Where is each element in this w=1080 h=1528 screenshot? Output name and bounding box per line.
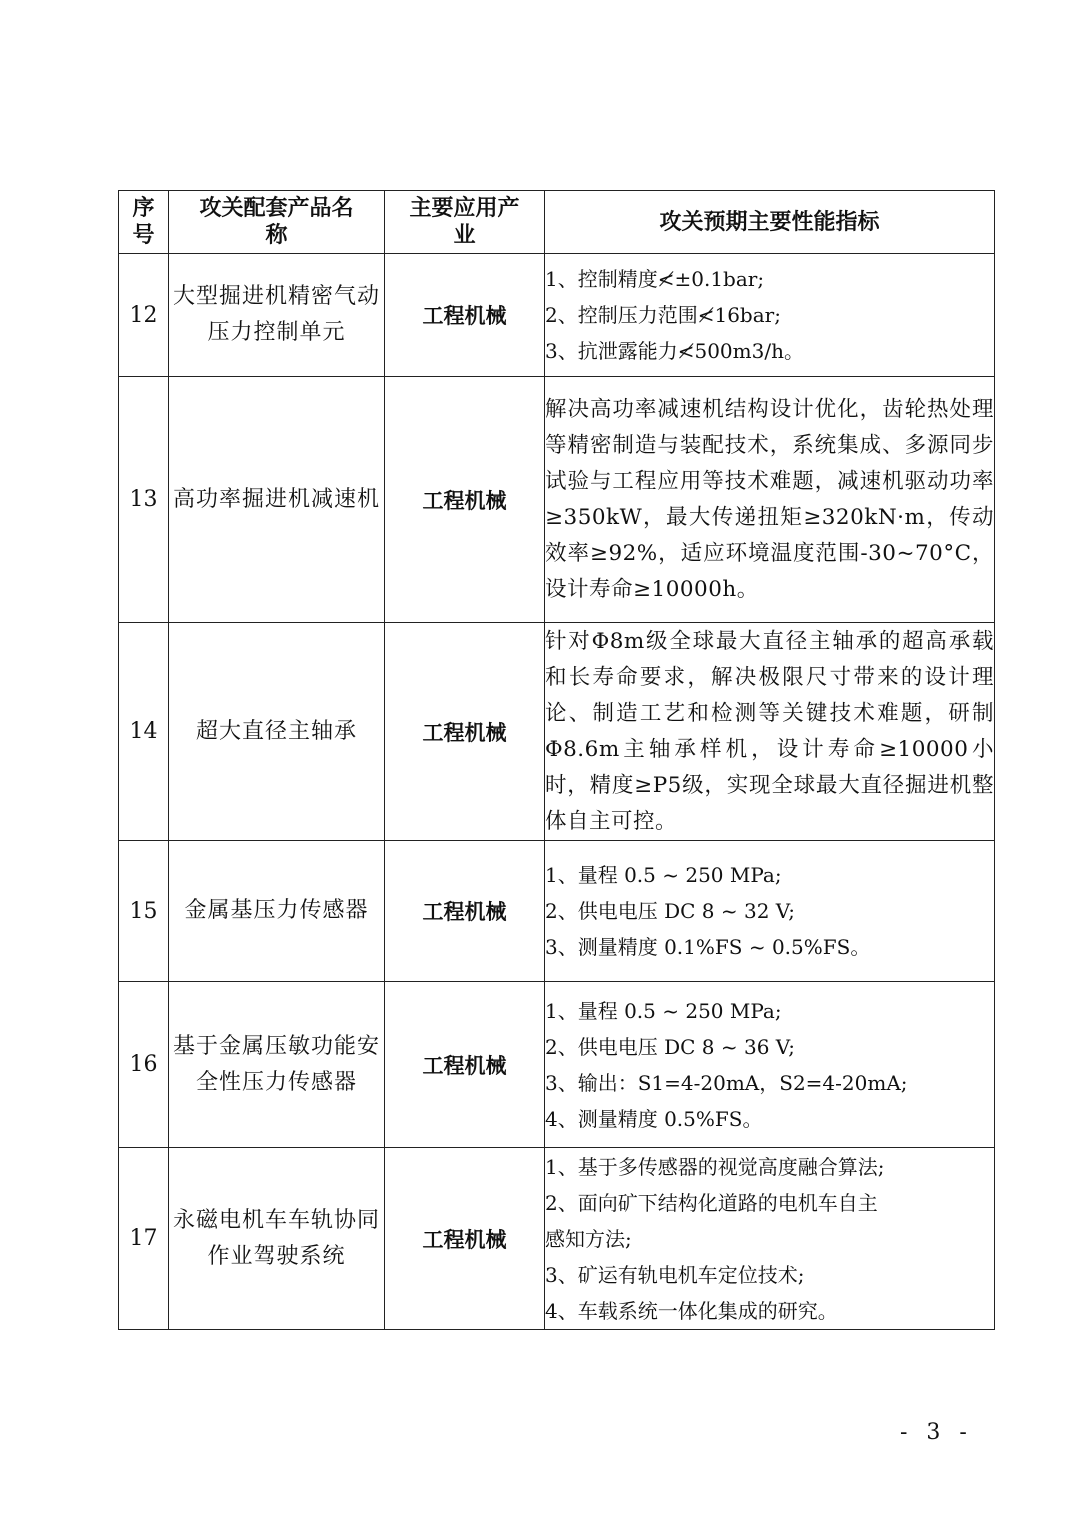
- table-row: [119, 623, 995, 841]
- row-indicators: [545, 623, 995, 841]
- row-indicators: [545, 254, 995, 377]
- row-seq: 13: [119, 377, 169, 623]
- indicator-line: 感知方法;: [545, 1226, 632, 1251]
- row-industry: 工程机械: [385, 1148, 545, 1330]
- indicator-line: 1、量程 0.5 ~ 250 MPa;: [545, 998, 782, 1023]
- indicator-line: 3、测量精度 0.1%FS ~ 0.5%FS。: [545, 935, 871, 959]
- indicator-line: 2、供电电压 DC 8 ~ 32 V;: [545, 899, 795, 923]
- indicator-line: 2、面向矿下结构化道路的电机车自主: [545, 1190, 878, 1215]
- row-industry: 工程机械: [385, 982, 545, 1148]
- indicator-paragraph: 解决高功率减速机结构设计优化，齿轮热处理等精密制造与装配技术，系统集成、多源同步试验与工程应用等技术难题，减速机驱动功率≥350kW，最大传递扭矩≥320kN·m，传动效率≥92%，适应环境温度范围-30~70°C，设计寿命≥10000h。: [545, 396, 994, 602]
- header-industry: 主要应用产业: [385, 191, 545, 254]
- table-row: [119, 1148, 995, 1330]
- row-industry: 工程机械: [385, 377, 545, 623]
- row-product: 金属基压力传感器: [169, 841, 385, 982]
- table-row: [119, 377, 995, 623]
- row-industry: 工程机械: [385, 254, 545, 377]
- row-indicators: [545, 841, 995, 982]
- header-indicators: 攻关预期主要性能指标: [545, 191, 995, 254]
- row-product: 高功率掘进机减速机: [169, 377, 385, 623]
- indicator-line: 1、量程 0.5 ~ 250 MPa;: [545, 863, 782, 887]
- spec-table: [118, 190, 995, 1330]
- row-product: 永磁电机车车轨协同作业驾驶系统: [169, 1148, 385, 1330]
- row-seq: 16: [119, 982, 169, 1148]
- row-seq: 17: [119, 1148, 169, 1330]
- row-industry: 工程机械: [385, 623, 545, 841]
- table-header-row: [119, 191, 995, 254]
- indicator-line: 2、控制压力范围≮16bar;: [545, 303, 781, 327]
- table-row: [119, 982, 995, 1148]
- indicator-line: 3、抗泄露能力≮500m3/h。: [545, 339, 804, 363]
- row-indicators: [545, 1148, 995, 1330]
- row-seq: 15: [119, 841, 169, 982]
- indicator-line: 3、输出：S1=4-20mA，S2=4-20mA;: [545, 1070, 908, 1095]
- indicator-line: 2、供电电压 DC 8 ~ 36 V;: [545, 1034, 795, 1059]
- row-indicators: [545, 982, 995, 1148]
- row-seq: 14: [119, 623, 169, 841]
- header-product: 攻关配套产品名称: [169, 191, 385, 254]
- indicator-line: 4、车载系统一体化集成的研究。: [545, 1298, 838, 1323]
- indicator-line: 4、测量精度 0.5%FS。: [545, 1106, 763, 1131]
- row-indicators: [545, 377, 995, 623]
- indicator-line: 3、矿运有轨电机车定位技术;: [545, 1262, 805, 1287]
- row-product: 大型掘进机精密气动压力控制单元: [169, 254, 385, 377]
- indicator-paragraph: 针对Φ8m级全球最大直径主轴承的超高承载和长寿命要求，解决极限尺寸带来的设计理论、制造工艺和检测等关键技术难题，研制Φ8.6m主轴承样机，设计寿命≥10000小时，精度≥P5级，实现全球最大直径掘进机整体自主可控。: [545, 628, 994, 834]
- indicator-line: 1、控制精度≮±0.1bar;: [545, 267, 765, 291]
- row-industry: 工程机械: [385, 841, 545, 982]
- row-seq: 12: [119, 254, 169, 377]
- header-seq: 序号: [119, 191, 169, 254]
- page-number: - 3 -: [900, 1420, 973, 1445]
- indicator-line: 1、基于多传感器的视觉高度融合算法;: [545, 1154, 885, 1179]
- row-product: 基于金属压敏功能安全性压力传感器: [169, 982, 385, 1148]
- table-row: [119, 841, 995, 982]
- table-row: [119, 254, 995, 377]
- row-product: 超大直径主轴承: [169, 623, 385, 841]
